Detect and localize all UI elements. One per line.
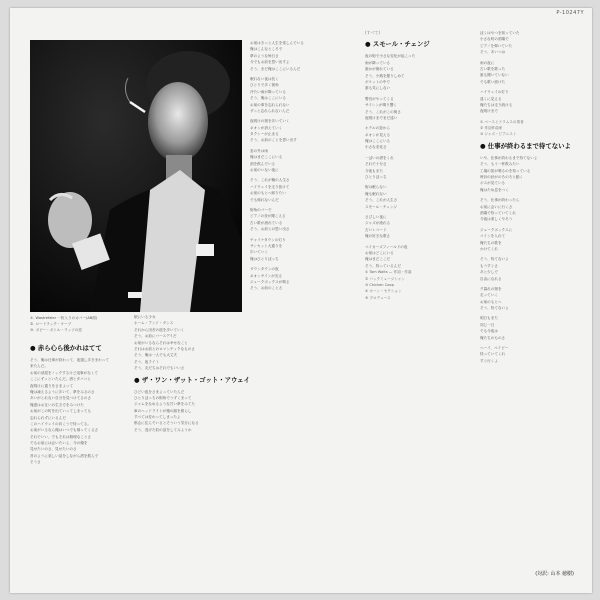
lyric-line: ハイウェイを走り抜けて [250, 184, 290, 189]
credits-list [480, 119, 582, 138]
section-head: (すべて) [365, 30, 381, 35]
lyric-line: お前のいない夜に [250, 168, 279, 173]
lyric-line: あいがとれない自分を見つけてるのさ [30, 396, 92, 401]
lyric-line: 駅にいる少女 [134, 315, 156, 319]
lyric-line: そう、もう一杯飲みたい [480, 162, 520, 167]
lyric-line: ③ ジャズ・ピアニスト [480, 132, 517, 137]
lyric-line: タクシーが止まる [250, 132, 279, 137]
lyric-line: 俺達はお互いの生き方をみつけた [30, 402, 84, 407]
lyric-line: お前がいるなら俺はいつでも帰ってくるさ [30, 428, 99, 433]
lyric-line: お前がこの町を出ていってしまっても [30, 409, 92, 414]
lyric-line: そう、友だちはそれでもいいさ [134, 366, 185, 371]
lyric-line: 走っていく [480, 293, 498, 298]
lyric-line: それで十分さ [365, 162, 387, 167]
lyric-line: 俺は凍えるように歩いて、夢をみるのさ [30, 389, 95, 394]
lyric-line: そう、待っているんだ [365, 263, 401, 268]
lyric-line: 今でもお前を思い出すよ [250, 60, 290, 65]
caption-line: ①. Wastrefaler 一枚入りのカバー(AB面) [30, 316, 98, 320]
lyric-line: 夜明けの街を歩いていく [250, 119, 290, 124]
lyric-line: 古い歌が流れている [250, 220, 283, 225]
lyric-line: かけてくれ [480, 246, 498, 251]
lyrics-column-3 [365, 30, 473, 301]
lyric-line: ① Tom Waits — 作詞・作曲 [365, 270, 412, 275]
lyric-line: そう、これがこの街さ [365, 109, 401, 114]
lyric-line: チャイナタウンの灯り [250, 237, 286, 242]
lyrics-column-1b [134, 314, 250, 433]
lyric-line: 夢のような毎日さ [250, 53, 279, 58]
lyric-line: 街は眠らない [365, 185, 387, 190]
lyric-line: お前の部屋をノックするけど返事がなくて [30, 370, 99, 375]
lyric-line: サンセット大通りを [250, 243, 283, 248]
lyric-line: 誰かが倒れている [365, 67, 394, 72]
lyric-line: ぼくはやつを知っていた [480, 31, 520, 35]
lyric-line: そう、小銭を握りしめて [365, 73, 405, 78]
lyric-line: ここにずっといたんだ。酒とタバコと [30, 377, 91, 382]
lyric-line: 冷たい雨が降っている [250, 89, 286, 94]
lyric-line: そう、お前との思い出さ [250, 227, 290, 232]
lyric-line: それから田舎の道を歩いていく [134, 327, 185, 332]
lyric-line: お前はどこにいる [365, 250, 394, 255]
portrait-photo-icon [30, 40, 242, 312]
lyric-line: もうすぐさ [480, 263, 498, 268]
lyric-line: 俺はひとりぼっち [250, 256, 279, 261]
lyric-line: 夜明けまで [480, 109, 498, 114]
lyric-line: そう、お前にバースデイだ [134, 334, 177, 339]
lyric-line: ② 作詞作曲家 [480, 126, 503, 131]
lyric-line: ベイカーズフィールドの夜 [365, 244, 408, 249]
lyric-line: スモール・チェンジ [365, 204, 397, 209]
lyric-line: 歩いていく [250, 250, 268, 255]
lyric-line: そう、待てないよ [480, 257, 509, 262]
lyric-line: そう、まだ俺はここにいるんだ [250, 66, 301, 71]
lyric-line: ② バックミュージシャン [365, 276, 405, 281]
lyric-line: 都会に住んでいるとそういう気分になる [134, 421, 199, 426]
lyric-line: でもお前には会いたいよ、今の俺を [30, 441, 88, 446]
lyric-line: さびしい夜に [365, 215, 387, 219]
lyric-line: 酒場で待っていてくれ [480, 210, 516, 215]
lyric-line: ① ベースとドラムスの奏者 [480, 119, 524, 124]
lyric-line: でも歌い続けた [480, 79, 506, 84]
lyric-line: 俺も眠れない [365, 191, 387, 196]
lyric-line: 時計の針がのろのろと動く [480, 175, 524, 180]
lyric-line: お前はきっと人生を楽しんでいる [250, 41, 304, 45]
lyric-line: ネオンサインが光る [250, 273, 283, 278]
lyric-line: ポケットの中で [365, 79, 390, 84]
lyric-line: ずっと忘れられないんだ [250, 108, 290, 113]
lyric-line: ジュークボックスが鳴る [250, 279, 290, 284]
lyric-line: お前のもとへ帰りたい [250, 191, 286, 196]
lyric-line: 昔のように楽しい話をしながら酒を飲んで [30, 453, 99, 458]
lyric-line: ホテルの窓から [365, 126, 390, 131]
lyric-line: ダウンタウンの夜 [250, 267, 279, 272]
lyric-line: 眠れない夜は長く [250, 76, 279, 81]
lyric-line: ボスが見ている [480, 181, 506, 186]
translator-credit: (対訳: 山本 徳樹) [535, 571, 574, 577]
lyrics-column-1 [30, 340, 130, 470]
lyric-line: 明日もまた [480, 316, 498, 321]
lyric-line: 小さな町の酒場で [480, 37, 509, 42]
lyric-line: 夜の街で小さな変化が起こった [365, 54, 416, 59]
lyric-line: ホーム・アンド・ダンス [134, 321, 174, 326]
lyric-line: ひとりで歩く街角 [250, 83, 279, 88]
lyric-line: ④ ホーン・セクション [365, 289, 402, 294]
lyric-line: それはお前とのロマンチックなものさ [134, 346, 195, 351]
lyric-line: 夜明けまでまだ遠い [365, 115, 398, 120]
lyric-line: 自由になれる [480, 276, 502, 281]
lyric-line: でも帰れないんだ [250, 197, 279, 202]
lyric-line: ネオンが消えていく [250, 125, 283, 130]
lyric-line: 待っていてくれ [480, 352, 506, 357]
lyric-line: 小さな変化さ [365, 145, 387, 150]
lyric-line: 雨が降っている [365, 60, 391, 65]
lyric-line: でも今夜は [480, 329, 498, 334]
lyric-line: ひとりぼっち [365, 175, 387, 180]
lyric-line: お前の事を忘れられない [250, 102, 290, 107]
lyric-line: 俺はため息をつく [480, 187, 509, 192]
lyric-line: ヘーイ、ベイビー [480, 346, 509, 351]
lyric-line: そう、待てないよ [480, 306, 509, 311]
lyric-line: 遠くに見える [480, 96, 502, 101]
lyric-line: ひとりぼっちの街角でうずくまって [134, 395, 192, 400]
lyric-line: 夕暮れの街を [480, 286, 502, 291]
lyrics-column-4 [480, 30, 582, 364]
lyric-line: そうさ [30, 460, 41, 465]
lyric-line: 雨の夜に [480, 60, 495, 65]
lyric-line: そう、俺は一人でも大丈夫 [134, 353, 178, 358]
portrait-photo [30, 40, 242, 312]
lyric-line: いや、仕事が終わるまで待てないよ [480, 155, 538, 160]
caption-line: ②. ロードラック・ケーブ [30, 322, 72, 326]
lyric-line: そう、お前のことを思い出す [250, 138, 297, 143]
song-title: ● スモール・チェンジ [365, 40, 430, 49]
lyric-line: 夜明けに通りをさまよって [30, 383, 74, 388]
lyric-line: そう、逃げた奴の話をしてみようか [134, 427, 192, 432]
lyric-sheet [10, 8, 592, 593]
lyric-line: そう、これが人生さ [365, 198, 398, 203]
lyric-line: 古いレコード [365, 227, 387, 232]
lyric-line: コインを入れて [480, 234, 506, 239]
lyric-line: 今夜は楽しくやろう [480, 217, 513, 222]
lyric-line: このハイウェイの向こうで待ってる。 [30, 421, 91, 426]
lyric-line: それでいい、でもそれは無理なことさ [30, 434, 92, 439]
catalog-code: P-10247Y [556, 10, 584, 16]
lyric-line: 俺たちは走り続ける [480, 102, 513, 107]
lyric-line: ジャズが流れる [365, 221, 391, 226]
lyric-line: そう、仕事が終わったら [480, 198, 520, 203]
lyric-line: そう、俺はここにいる [250, 96, 286, 101]
lyric-line: ネオンが見える [365, 132, 391, 137]
lyric-line: 俺たちのものさ [480, 335, 506, 340]
lyric-line: 俺の好きな歌さ [365, 234, 391, 239]
lyric-line: ひどい夜をさまよっていたんだ [134, 389, 185, 394]
lyric-line: あと少しで [480, 270, 498, 275]
lyric-line: 誰も気にしない [365, 86, 391, 91]
lyric-line: 窓の外は雨 [250, 148, 268, 153]
song-title: ● 仕事が終わるまで待てないよ [480, 141, 571, 150]
lyric-line: すぐ行くよ [480, 358, 498, 363]
lyric-line: お前がいるならそれは幸せなこと [134, 340, 188, 345]
lyric-line: そう、夜ライト [134, 359, 160, 364]
lyric-line: 車のヘッドライトが俺の顔を照らし [134, 408, 192, 413]
line-gap [30, 466, 130, 470]
credits-list [365, 269, 473, 301]
lyric-line: 誰も聞いていない [480, 73, 509, 78]
lyric-line: すべては変わってしまったよ [134, 415, 181, 420]
lyric-line: そう、俺は仕事が終わって、夜通し歩きまわって [30, 358, 109, 362]
lyric-line: そう、あいつは [480, 50, 506, 55]
lyric-line: ハイウェイの灯り [480, 90, 509, 95]
lyric-line: 酒を飲んでいる [250, 161, 276, 166]
lyric-line: ピアノを弾いていた [480, 43, 513, 48]
lyric-line: ③ Chicken Coop [365, 282, 394, 287]
caption-line: ③. ボビー・ボトル・ラッソの恋 [30, 328, 83, 332]
lyric-line: 警官がやってくる [365, 96, 394, 101]
lyric-line: 古い歌を歌った [480, 66, 506, 71]
lyric-line: 忘れられずにいるんだ [30, 415, 66, 420]
lyric-line: 今夜もまた [365, 168, 383, 173]
lyric-line: ジャムをなめるような甘い夢をみてた [134, 402, 196, 407]
lyric-line: ジュークボックスに [480, 227, 513, 232]
lyric-line: 見せたいのさ、見せたいのさ [30, 447, 77, 452]
lyric-line: 俺はここにいる [365, 139, 391, 144]
lyric-line: 来たんだ。 [30, 364, 48, 369]
lyric-line: 街角のバーで [250, 207, 272, 212]
lyric-line: 同じ一日 [480, 322, 495, 327]
lyric-line: サイレンが鳴り響く [365, 103, 398, 108]
lyrics-column-2 [250, 40, 358, 292]
song-title: ● ザ・ワン・ザット・ゴット・アウェイ [134, 375, 250, 384]
lyric-line: そう、これが俺の人生さ [250, 178, 290, 183]
lyric-line: 俺たちの歌を [480, 240, 502, 245]
lyric-line: お前に会いに行くさ [480, 204, 513, 209]
lyric-line: 一ぱいの酒をくれ [365, 155, 394, 160]
lyric-line: そう、お前のことさ [250, 286, 283, 291]
lyric-line: お前のもとへ [480, 299, 502, 304]
lyric-line: ⑤ プロデュース [365, 295, 391, 300]
lyric-line: 俺はこんなところで [250, 47, 283, 52]
lyric-line: ピアノの音が聞こえる [250, 214, 286, 219]
lyric-line: 俺はまだここだ [365, 257, 391, 262]
song-title: ● 赤ら心ら後かれはてて [30, 344, 102, 352]
lyric-line: 俺はまだここにいる [250, 155, 283, 160]
lyric-line: 工場の笛が鳴るのを待っている [480, 168, 531, 173]
